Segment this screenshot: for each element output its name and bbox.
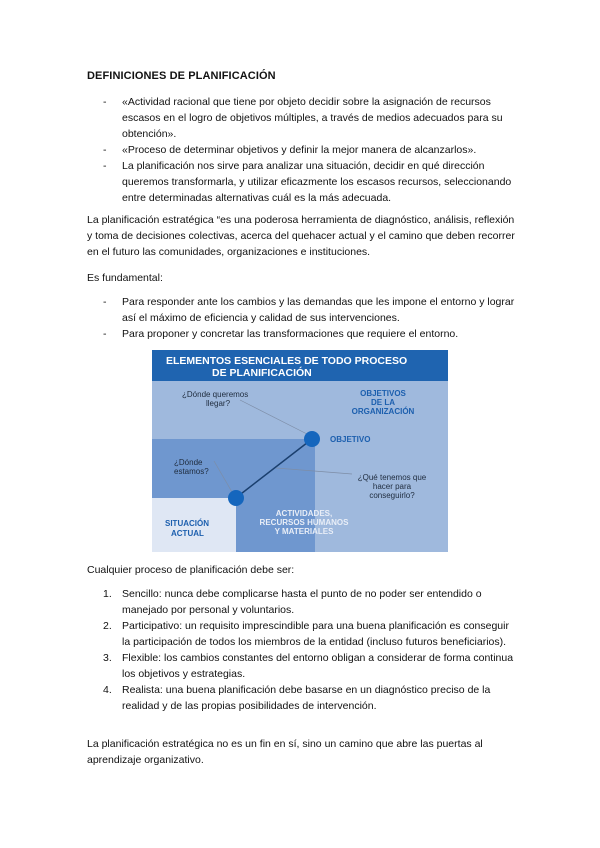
list-number: 4. [103,684,112,696]
dash-bullet: - [103,144,107,156]
org-objectives-line2: DE LA [371,398,395,407]
org-objectives-line1: OBJETIVOS [360,389,406,398]
q-where-are-line1: ¿Dónde [174,458,203,467]
objective-dot [304,431,320,447]
dash-bullet: - [103,160,107,172]
q-where-are-line2: estamos? [174,467,209,476]
activities-line1: ACTIVIDADES, [275,509,333,518]
activities-line3: Y MATERIALES [274,527,334,536]
list-item: - «Actividad racional que tiene por objeto decidir sobre la asignación de recursos escasos en el logro de objetivos múltiples, a través de medios adecuados para su obtención». [103,96,503,140]
list-number: 1. [103,588,112,600]
current-situation-line2: ACTUAL [171,529,204,538]
list-item: - Para proponer y concretar las transformaciones que requiere el entorno. [103,328,459,340]
objective-label: OBJETIVO [330,435,371,444]
dash-bullet: - [103,328,107,340]
list-number: 2. [103,620,112,632]
q-where-go-line1: ¿Dónde queremos [182,390,249,399]
current-dot [228,490,244,506]
fundamental-list [87,294,517,342]
list-item: 3. Flexible: los cambios constantes del entorno obligan a considerar de forma continua los objetivos y estrategias. [103,652,514,680]
q-where-go-line2: llegar? [206,399,231,408]
current-situation-line1: SITUACIÓN [165,519,209,528]
list-number: 3. [103,652,112,664]
q-what-have-line1: ¿Qué tenemos que [357,473,427,482]
fundamental-label: Es fundamental: [87,272,163,284]
planning-diagram-svg [152,350,448,552]
planning-diagram [152,350,448,552]
dash-bullet: - [103,296,107,308]
page-title: DEFINICIONES DE PLANIFICACIÓN [87,70,276,82]
list-item: - Para responder ante los cambios y las demandas que les impone el entorno y lograr así el máximo de eficiencia y calidad de sus intervenciones. [103,296,515,324]
list-item: - «Proceso de determinar objetivos y definir la mejor manera de alcanzarlos». [103,144,477,156]
closing-paragraph: La planificación estratégica no es un fin en sí, sino un camino que abre las puertas al aprendizaje organizativo. [87,738,483,766]
q-what-have-line2: hacer para [372,482,412,491]
list-item: 1. Sencillo: nunca debe complicarse hasta el punto de no poder ser entendido o manejado por personal y voluntarios. [103,588,482,616]
activities-line2: RECURSOS HUMANOS [259,518,349,527]
strategic-paragraph: La planificación estratégica “es una poderosa herramienta de diagnóstico, análisis, reflexión y toma de decisiones colectivas, acerca del quehacer actual y el camino que deben recorrer en el futuro las comunidades, organizaciones e instituciones. [87,214,515,258]
org-objectives-line3: ORGANIZACIÓN [351,407,415,416]
diagram-title-line2: DE PLANIFICACIÓN [212,367,312,379]
dash-bullet: - [103,96,107,108]
process-list [87,586,517,714]
definitions-list [87,94,517,206]
list-item: - La planificación nos sirve para analizar una situación, decidir en qué dirección queremos transformarla, y utilizar eficazmente los escasos recursos, seleccionando entre determinadas alternativas cuál es la más adecuada. [103,160,512,204]
q-what-have-line3: conseguirlo? [369,491,415,500]
diagram-title-line1: ELEMENTOS ESENCIALES DE TODO PROCESO [166,355,408,367]
list-item: 4. Realista: una buena planificación debe basarse en un diagnóstico preciso de la realidad y de las propias posibilidades de intervención. [103,684,491,712]
process-intro: Cualquier proceso de planificación debe ser: [87,564,295,576]
list-item: 2. Participativo: un requisito imprescindible para una buena planificación es conseguir la participación de todos los miembros de la entidad (incluso futuros beneficiarios). [103,620,509,648]
